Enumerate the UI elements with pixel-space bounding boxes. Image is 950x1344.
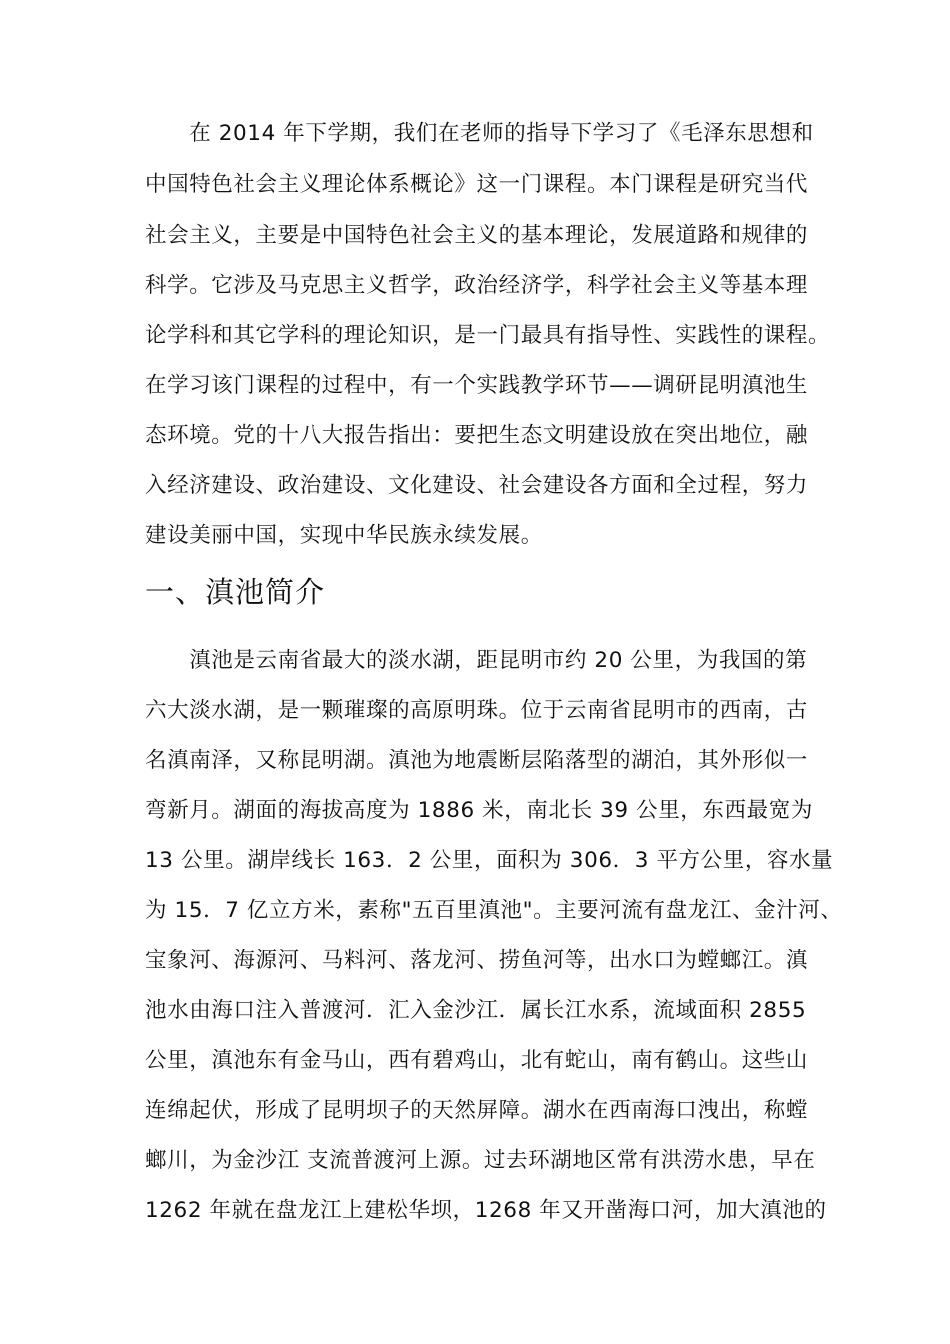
paragraph-line: 滇池是云南省最大的淡水湖，距昆明市约 20 公里，为我国的第 <box>145 648 808 673</box>
paragraph-line: 六大淡水湖，是一颗璀璨的高原明珠。位于云南省昆明市的西南，古 <box>145 698 809 723</box>
paragraph-line: 中国特色社会主义理论体系概论》这一门课程。本门课程是研究当代 <box>145 172 809 197</box>
paragraph-line: 连绵起伏，形成了昆明坝子的天然屏障。湖水在西南海口洩出，称螳 <box>145 1098 809 1123</box>
paragraph-line: 科学。它涉及马克思主义哲学，政治经济学，科学社会主义等基本理 <box>145 273 809 298</box>
paragraph-line: 社会主义，主要是中国特色社会主义的基本理论，发展道路和规律的 <box>145 223 809 248</box>
paragraph-line: 论学科和其它学科的理论知识，是一门最具有指导性、实践性的课程。 <box>145 323 831 348</box>
paragraph-line: 在学习该门课程的过程中，有一个实践教学环节——调研昆明滇池生 <box>145 373 809 398</box>
paragraph-line: 为 15．7 亿立方米，素称"五百里滇池"。主要河流有盘龙江、金汁河、 <box>145 898 843 923</box>
paragraph-line: 13 公里。湖岸线长 163．2 公里，面积为 306．3 平方公里，容水量 <box>145 848 834 873</box>
paragraph-line: 入经济建设、政治建设、文化建设、社会建设各方面和全过程，努力 <box>145 473 809 498</box>
paragraph-line: 态环境。党的十八大报告指出：要把生态文明建设放在突出地位，融 <box>145 423 809 448</box>
paragraph-line: 公里，滇池东有金马山，西有碧鸡山，北有蛇山，南有鹤山。这些山 <box>145 1048 809 1073</box>
paragraph-line: 名滇南泽，又称昆明湖。滇池为地震断层陷落型的湖泊，其外形似一 <box>145 748 809 773</box>
paragraph-line: 弯新月。湖面的海拔高度为 1886 米，南北长 39 公里，东西最宽为 <box>145 798 813 823</box>
paragraph-line: 池水由海口注入普渡河．汇入金沙江．属长江水系，流域面积 2855 <box>145 998 807 1023</box>
paragraph-line: 建设美丽中国，实现中华民族永续发展。 <box>145 523 543 548</box>
paragraph-line: 螂川，为金沙江 支流普渡河上源。过去环湖地区常有洪涝水患，早在 <box>145 1148 816 1173</box>
section-heading: 一、滇池简介 <box>145 575 326 609</box>
paragraph-line: 在 2014 年下学期，我们在老师的指导下学习了《毛泽东思想和 <box>145 121 814 146</box>
paragraph-line: 宝象河、海源河、马料河、落龙河、捞鱼河等，出水口为螳螂江。滇 <box>145 948 809 973</box>
paragraph-line: 1262 年就在盘龙江上建松华坝，1268 年又开凿海口河，加大滇池的 <box>145 1198 827 1223</box>
